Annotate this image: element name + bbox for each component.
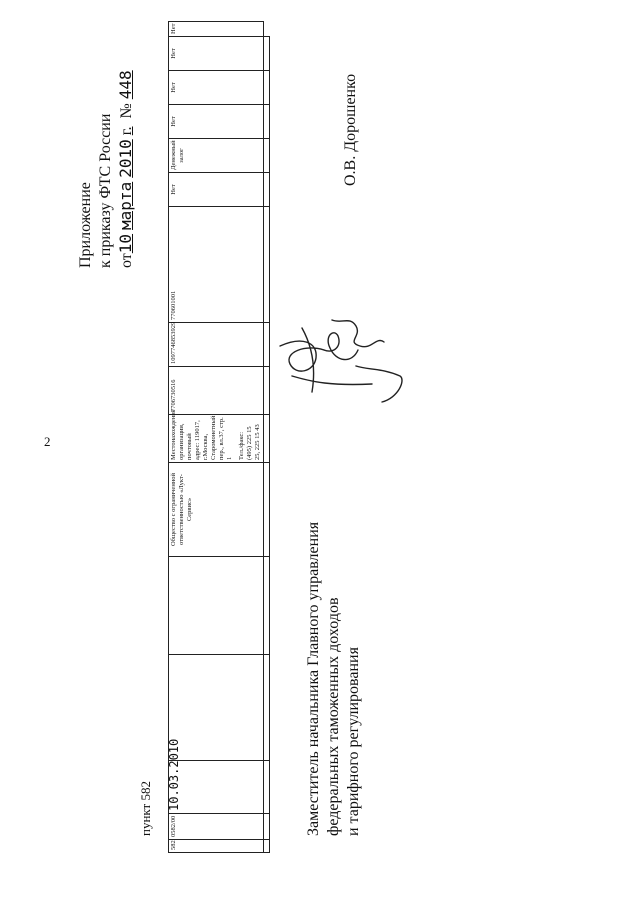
header-line-2: к приказу ФТС России [97, 113, 114, 268]
cell-reg-number: 0582/00 [169, 814, 264, 840]
cell-org-name: Общество с ограниченной ответственностью «Лукт-Сервис» [169, 463, 264, 557]
date-suffix: г. [118, 126, 135, 136]
table-row [169, 22, 264, 853]
header-date-line: от10 марта 2010 г. № 448 [116, 70, 135, 268]
cell-ogrn: 1097746853929 [169, 323, 264, 367]
section-label: пункт 582 [138, 781, 153, 836]
registry-table [168, 21, 270, 853]
signatory-name: О.В. Дорошенко [342, 73, 359, 186]
cell-date: 10.03.2010 [169, 761, 264, 814]
cell-empty-2 [169, 557, 264, 655]
cell-no-4: Нет [169, 22, 264, 37]
cell-net: Нет [169, 173, 264, 207]
page-number: 2 [44, 434, 51, 449]
cell-no-3: Нет [169, 37, 264, 71]
signature-image [272, 306, 412, 416]
location-text: Местонахождение организации, почтовый адрес: 119017, г.Москва, Старомонетный пер., вл.37, стр. 1 [170, 409, 233, 460]
signatory-position: Заместитель начальника Главного управления федеральных таможенных доходов и тарифного регулирования [305, 521, 362, 836]
cell-kpp: 770601001 [169, 207, 264, 323]
cell-index: 582 [169, 840, 264, 853]
order-header [76, 70, 137, 268]
cell-guarantee: Денежный залог [169, 139, 264, 173]
cell-empty-1 [169, 655, 264, 761]
date-month: марта [116, 181, 135, 230]
date-day: 10 [116, 233, 135, 254]
cell-no-1: Нет [169, 105, 264, 139]
date-year: 2010 [116, 139, 135, 178]
cell-location [169, 409, 264, 463]
order-number: 448 [116, 70, 135, 100]
phone-text: Тел./факс: (495) 225 15 25, 225 15 43 [238, 424, 261, 460]
cell-inn: 7706730516 [169, 367, 264, 415]
cell-no-2: Нет [169, 71, 264, 105]
table-row-blank [264, 22, 270, 853]
header-line-1: Приложение [77, 182, 94, 268]
